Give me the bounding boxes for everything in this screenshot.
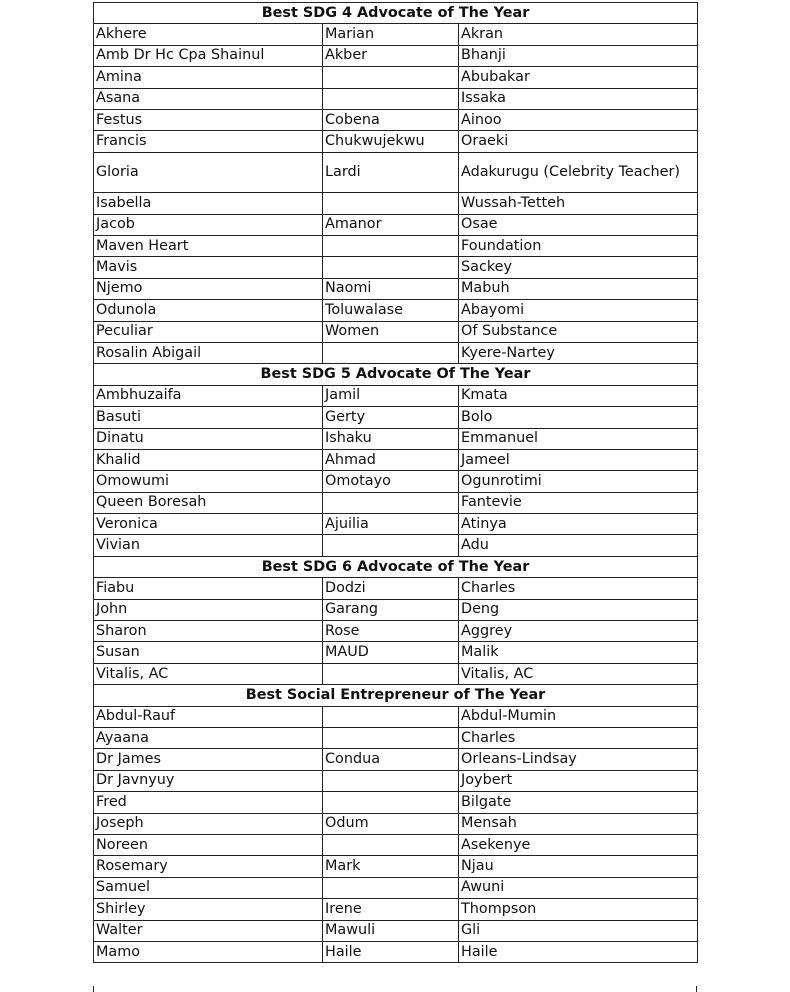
nominee-row — [94, 792, 698, 813]
section-header-row — [94, 685, 698, 706]
last-name-cell: Asekenye — [459, 834, 698, 855]
last-name-cell: Fantevie — [459, 492, 698, 513]
last-name-cell: Mensah — [459, 813, 698, 834]
first-name-cell: Vitalis, AC — [94, 663, 323, 684]
nominees-document — [93, 2, 697, 963]
last-name-cell: Ogunrotimi — [459, 471, 698, 492]
middle-name-cell: Mark — [323, 856, 459, 877]
middle-name-cell: Lardi — [323, 152, 459, 193]
nominee-row — [94, 257, 698, 278]
nominee-row — [94, 88, 698, 109]
last-name-cell: Oraeki — [459, 131, 698, 152]
middle-name-cell: Odum — [323, 813, 459, 834]
first-name-cell: Veronica — [94, 514, 323, 535]
last-name-cell: Awuni — [459, 877, 698, 898]
first-name-cell: Amina — [94, 67, 323, 88]
first-name-cell: Mavis — [94, 257, 323, 278]
first-name-cell: Khalid — [94, 449, 323, 470]
nominees-table-body — [94, 3, 698, 963]
first-name-cell: Fiabu — [94, 578, 323, 599]
section-header-row — [94, 3, 698, 24]
first-name-cell: Festus — [94, 109, 323, 130]
middle-name-cell: Chukwujekwu — [323, 131, 459, 152]
nominee-row — [94, 663, 698, 684]
last-name-cell: Thompson — [459, 899, 698, 920]
nominee-row — [94, 514, 698, 535]
middle-name-cell: Cobena — [323, 109, 459, 130]
nominee-row — [94, 578, 698, 599]
last-name-cell: Foundation — [459, 236, 698, 257]
last-name-cell: Osae — [459, 214, 698, 235]
middle-name-cell — [323, 492, 459, 513]
first-name-cell: Ambhuzaifa — [94, 385, 323, 406]
nominee-row — [94, 941, 698, 962]
nominee-row — [94, 428, 698, 449]
nominee-row — [94, 385, 698, 406]
middle-name-cell: Omotayo — [323, 471, 459, 492]
nominee-row — [94, 877, 698, 898]
first-name-cell: Odunola — [94, 300, 323, 321]
last-name-cell: Bhanji — [459, 45, 698, 66]
nominee-row — [94, 236, 698, 257]
nominee-row — [94, 152, 698, 193]
first-name-cell: Mamo — [94, 941, 323, 962]
last-name-cell: Aggrey — [459, 621, 698, 642]
last-name-cell: Atinya — [459, 514, 698, 535]
middle-name-cell: Rose — [323, 621, 459, 642]
first-name-cell: Njemo — [94, 278, 323, 299]
last-name-cell: Ainoo — [459, 109, 698, 130]
nominee-row — [94, 321, 698, 342]
nominee-row — [94, 193, 698, 214]
nominee-row — [94, 342, 698, 363]
last-name-cell: Haile — [459, 941, 698, 962]
last-name-cell: Of Substance — [459, 321, 698, 342]
middle-name-cell — [323, 193, 459, 214]
nominee-row — [94, 599, 698, 620]
middle-name-cell — [323, 535, 459, 556]
first-name-cell: Sharon — [94, 621, 323, 642]
middle-name-cell: Jamil — [323, 385, 459, 406]
first-name-cell: Fred — [94, 792, 323, 813]
nominee-row — [94, 621, 698, 642]
first-name-cell: Isabella — [94, 193, 323, 214]
middle-name-cell — [323, 342, 459, 363]
last-name-cell: Wussah-Tetteh — [459, 193, 698, 214]
middle-name-cell: Haile — [323, 941, 459, 962]
middle-name-cell — [323, 792, 459, 813]
nominee-row — [94, 449, 698, 470]
middle-name-cell — [323, 706, 459, 727]
nominee-row — [94, 770, 698, 791]
nominee-row — [94, 834, 698, 855]
last-name-cell: Njau — [459, 856, 698, 877]
last-name-cell: Kyere-Nartey — [459, 342, 698, 363]
last-name-cell: Akran — [459, 24, 698, 45]
nominee-row — [94, 67, 698, 88]
middle-name-cell — [323, 770, 459, 791]
first-name-cell: Walter — [94, 920, 323, 941]
first-name-cell: Rosalin Abigail — [94, 342, 323, 363]
first-name-cell: John — [94, 599, 323, 620]
last-name-cell: Bolo — [459, 407, 698, 428]
middle-name-cell: Gerty — [323, 407, 459, 428]
table-continuation — [93, 986, 697, 992]
last-name-cell: Abdul-Mumin — [459, 706, 698, 727]
section-title: Best SDG 4 Advocate of The Year — [94, 3, 698, 24]
middle-name-cell: Garang — [323, 599, 459, 620]
middle-name-cell — [323, 88, 459, 109]
section-title: Best SDG 6 Advocate of The Year — [94, 556, 698, 577]
middle-name-cell: Mawuli — [323, 920, 459, 941]
section-title: Best Social Entrepreneur of The Year — [94, 685, 698, 706]
first-name-cell: Samuel — [94, 877, 323, 898]
last-name-cell: Charles — [459, 578, 698, 599]
middle-name-cell: Naomi — [323, 278, 459, 299]
last-name-cell: Sackey — [459, 257, 698, 278]
nominee-row — [94, 856, 698, 877]
middle-name-cell: Irene — [323, 899, 459, 920]
last-name-cell: Abayomi — [459, 300, 698, 321]
first-name-cell: Amb Dr Hc Cpa Shainul — [94, 45, 323, 66]
first-name-cell: Dinatu — [94, 428, 323, 449]
first-name-cell: Joseph — [94, 813, 323, 834]
last-name-cell: Abubakar — [459, 67, 698, 88]
first-name-cell: Noreen — [94, 834, 323, 855]
nominee-row — [94, 749, 698, 770]
last-name-cell: Mabuh — [459, 278, 698, 299]
nominee-row — [94, 109, 698, 130]
last-name-cell: Charles — [459, 728, 698, 749]
nominee-row — [94, 920, 698, 941]
first-name-cell: Rosemary — [94, 856, 323, 877]
middle-name-cell: Marian — [323, 24, 459, 45]
first-name-cell: Omowumi — [94, 471, 323, 492]
nominee-row — [94, 45, 698, 66]
first-name-cell: Maven Heart — [94, 236, 323, 257]
last-name-cell: Vitalis, AC — [459, 663, 698, 684]
middle-name-cell: Amanor — [323, 214, 459, 235]
last-name-cell: Adakurugu (Celebrity Teacher) — [459, 152, 698, 193]
nominee-row — [94, 471, 698, 492]
first-name-cell: Akhere — [94, 24, 323, 45]
nominee-row — [94, 706, 698, 727]
first-name-cell: Abdul-Rauf — [94, 706, 323, 727]
last-name-cell: Deng — [459, 599, 698, 620]
nominee-row — [94, 535, 698, 556]
section-title: Best SDG 5 Advocate Of The Year — [94, 364, 698, 385]
middle-name-cell — [323, 877, 459, 898]
middle-name-cell: Dodzi — [323, 578, 459, 599]
first-name-cell: Queen Boresah — [94, 492, 323, 513]
nominees-table — [93, 2, 698, 963]
last-name-cell: Malik — [459, 642, 698, 663]
first-name-cell: Shirley — [94, 899, 323, 920]
last-name-cell: Jameel — [459, 449, 698, 470]
middle-name-cell: Women — [323, 321, 459, 342]
last-name-cell: Orleans-Lindsay — [459, 749, 698, 770]
nominee-row — [94, 813, 698, 834]
middle-name-cell — [323, 236, 459, 257]
middle-name-cell: Ahmad — [323, 449, 459, 470]
nominee-row — [94, 300, 698, 321]
middle-name-cell: Akber — [323, 45, 459, 66]
last-name-cell: Bilgate — [459, 792, 698, 813]
nominee-row — [94, 278, 698, 299]
first-name-cell: Dr James — [94, 749, 323, 770]
last-name-cell: Gli — [459, 920, 698, 941]
nominee-row — [94, 131, 698, 152]
last-name-cell: Adu — [459, 535, 698, 556]
middle-name-cell: Condua — [323, 749, 459, 770]
first-name-cell: Peculiar — [94, 321, 323, 342]
section-header-row — [94, 556, 698, 577]
nominee-row — [94, 899, 698, 920]
nominee-row — [94, 728, 698, 749]
first-name-cell: Francis — [94, 131, 323, 152]
middle-name-cell: Ajuilia — [323, 514, 459, 535]
nominee-row — [94, 492, 698, 513]
middle-name-cell: MAUD — [323, 642, 459, 663]
middle-name-cell — [323, 257, 459, 278]
middle-name-cell: Ishaku — [323, 428, 459, 449]
first-name-cell: Gloria — [94, 152, 323, 193]
section-header-row — [94, 364, 698, 385]
first-name-cell: Vivian — [94, 535, 323, 556]
first-name-cell: Dr Javnyuy — [94, 770, 323, 791]
middle-name-cell — [323, 728, 459, 749]
first-name-cell: Ayaana — [94, 728, 323, 749]
last-name-cell: Joybert — [459, 770, 698, 791]
middle-name-cell — [323, 663, 459, 684]
middle-name-cell: Toluwalase — [323, 300, 459, 321]
middle-name-cell — [323, 834, 459, 855]
first-name-cell: Basuti — [94, 407, 323, 428]
last-name-cell: Emmanuel — [459, 428, 698, 449]
nominee-row — [94, 24, 698, 45]
first-name-cell: Jacob — [94, 214, 323, 235]
last-name-cell: Kmata — [459, 385, 698, 406]
nominee-row — [94, 214, 698, 235]
nominee-row — [94, 407, 698, 428]
first-name-cell: Asana — [94, 88, 323, 109]
middle-name-cell — [323, 67, 459, 88]
nominee-row — [94, 642, 698, 663]
last-name-cell: Issaka — [459, 88, 698, 109]
first-name-cell: Susan — [94, 642, 323, 663]
